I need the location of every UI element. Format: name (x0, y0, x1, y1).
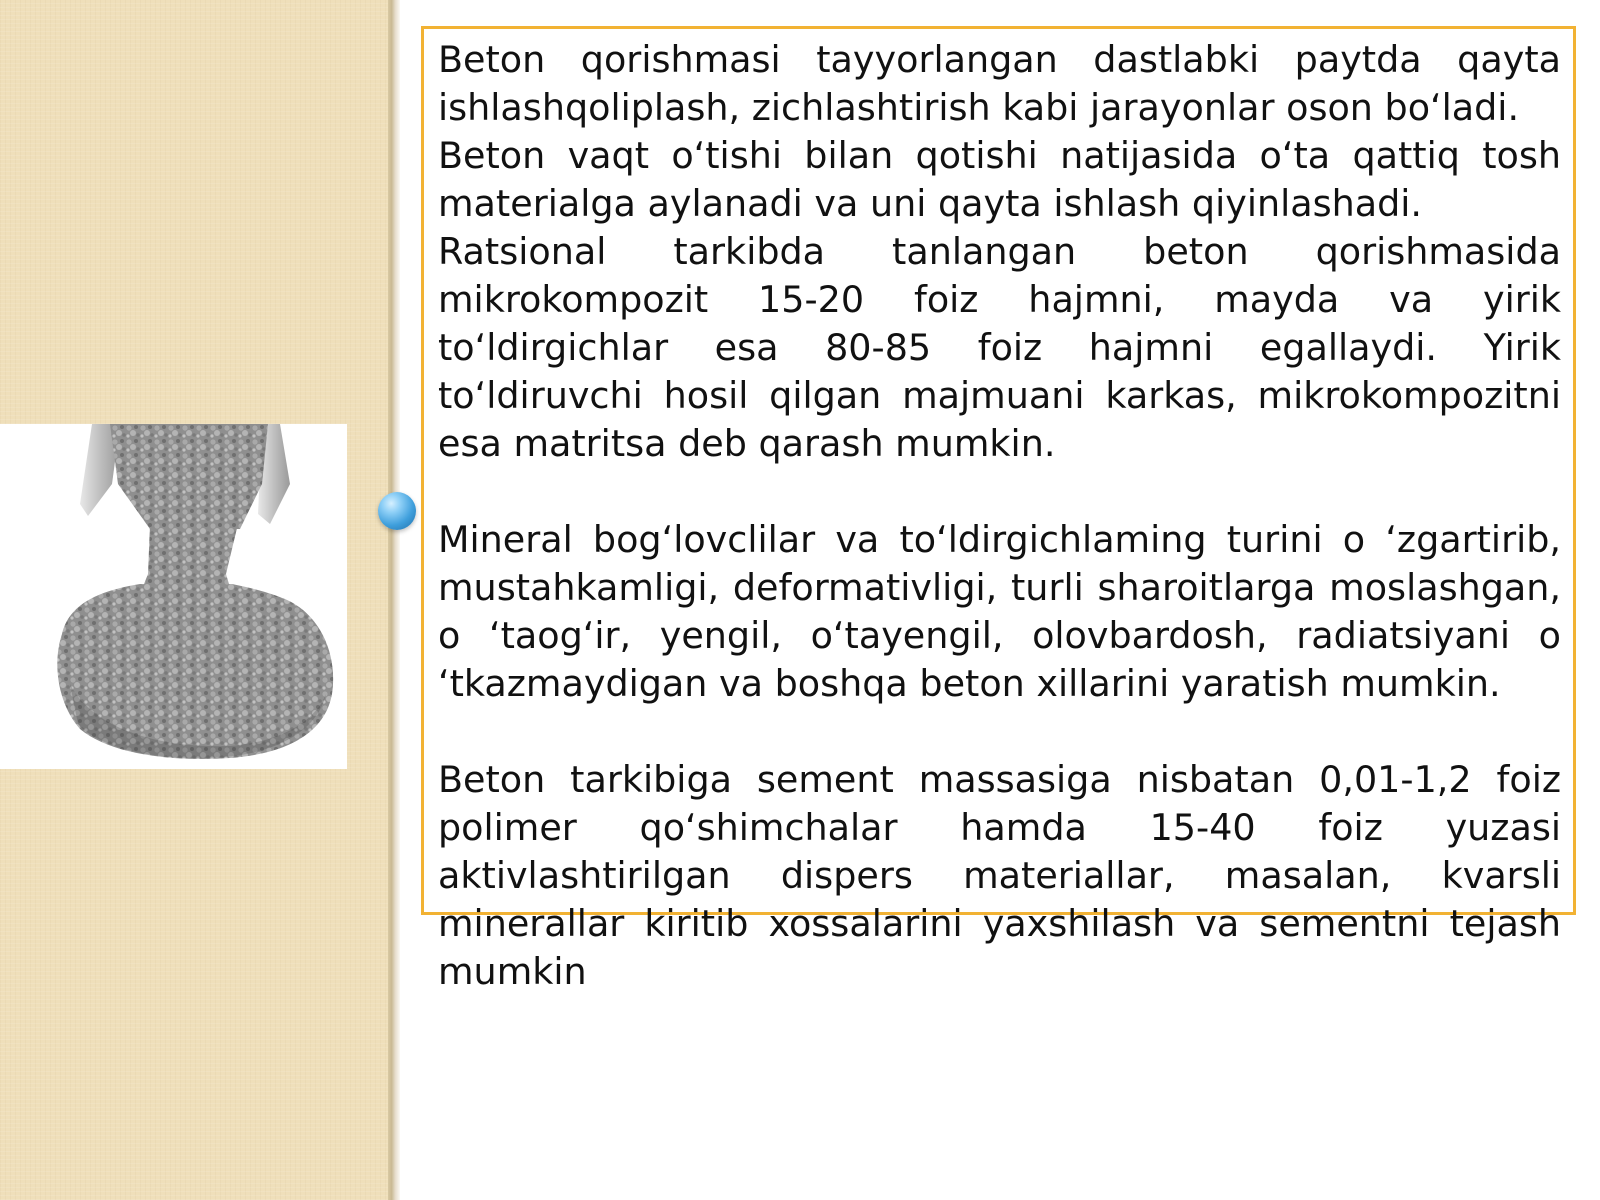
paragraph-5: Beton tarkibiga sement massasiga nisbatan 0,01-1,2 foiz polimer qo‘shimchalar hamda 15-40 foiz yuzasi aktivlashtirilgan dispers materiallar, masalan, kvarsli minerallar kiritib xossalarini yaxshilash va sementni tejash mumkin (438, 758, 1561, 993)
paragraph-2: Beton vaqt o‘tishi bilan qotishi natijasida o‘ta qattiq tosh materialga aylanadi va uni qayta ishlash qiyinlashadi. (438, 134, 1561, 225)
panel-edge-divider (388, 0, 400, 1200)
concrete-pour-photo (0, 424, 347, 769)
paragraph-spacer (438, 708, 1561, 756)
paragraph-1: Beton qorishmasi tayyorlangan dastlabki paytda qayta ishlashqoliplash, zichlashtirish kabi jarayonlar oson bo‘ladi. (438, 38, 1561, 129)
paragraph-3: Ratsional tarkibda tanlangan beton qorishmasida mikrokompozit 15-20 foiz hajmni, mayda va yirik to‘ldirgichlar esa 80-85 foiz hajmni egallaydi. Yirik to‘ldiruvchi hosil qilgan majmuani karkas, mikrokompozitni esa matritsa deb qarash mumkin. (438, 230, 1561, 465)
paragraph-4: Mineral bog‘lovclilar va to‘ldirgichlaming turini o ‘zgartirib, mustahkamligi, deformativligi, turli sharoitlarga moslashgan, o ‘taog‘ir, yengil, o‘tayengil, olovbardosh, radiatsiyani o ‘tkazmaydigan va boshqa beton xillarini yaratish mumkin. (438, 518, 1561, 705)
paragraph-spacer (438, 468, 1561, 516)
slide-text-body (438, 36, 1561, 996)
connector-dot (378, 492, 416, 530)
concrete-pour-illustration (0, 424, 347, 769)
